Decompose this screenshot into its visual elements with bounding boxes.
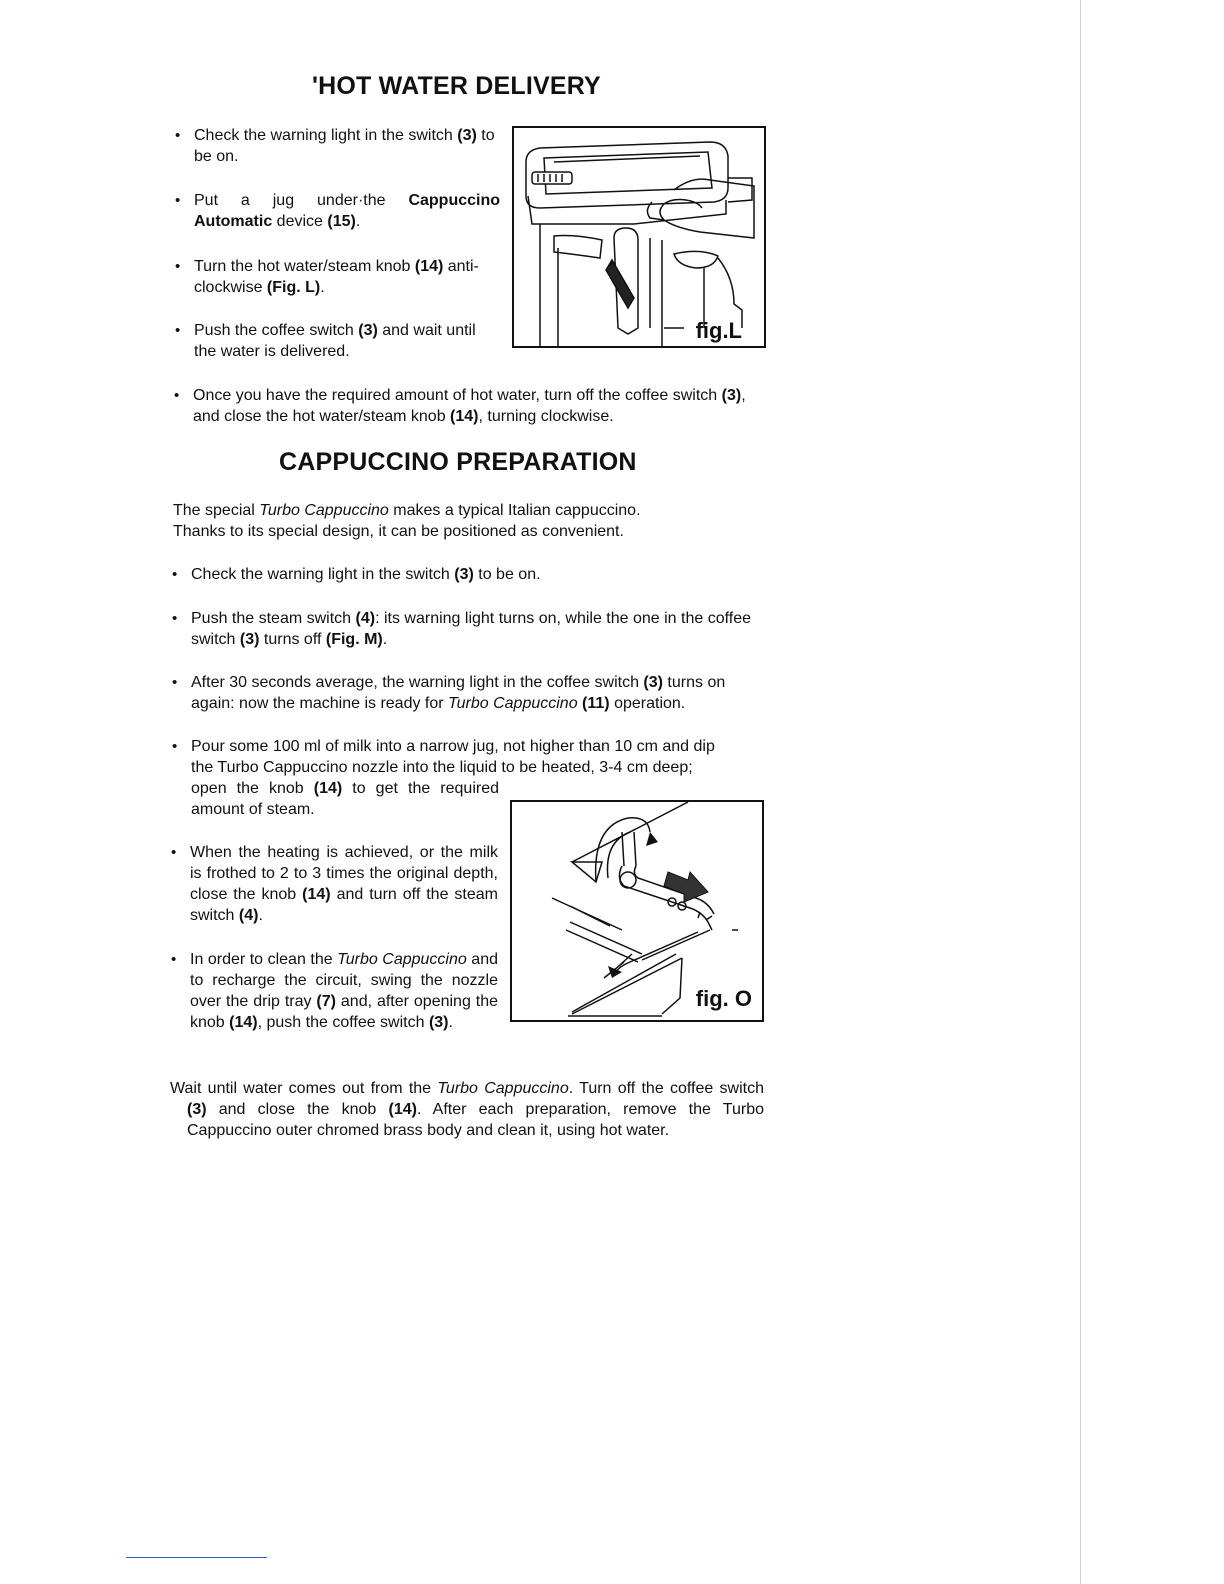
cappuccino-intro-line-1: The special Turbo Cappuccino makes a typical Italian cappuccino. [173,502,641,519]
cappuccino-step-2: • Push the steam switch (4): its warning light turns on, while the one in the coffee switch (3) turns off (Fig. M). [191,608,765,650]
hot-water-step-1: • Check the warning light in the switch (3) to be on. [194,125,500,167]
cappuccino-step-4-rest: open the knob (14) to get the required amount of steam. [191,780,500,818]
cappuccino-step-5: • When the heating is achieved, or the milk is frothed to 2 to 3 times the original depth, close the knob (14) and turn off the steam switch (4). [190,842,498,926]
hot-water-step-5: • Once you have the required amount of hot water, turn off the coffee switch (3), and close the hot water/steam knob (14), turning clockwise. [193,385,767,427]
page-edge-line [1080,0,1081,1584]
cappuccino-step-4-line-1: • Pour some 100 ml of milk into a narrow jug, not higher than 10 cm and dip [191,738,715,755]
figure-o-label: fig. O [695,986,752,1011]
cappuccino-step-4-line-2: the Turbo Cappuccino nozzle into the liquid to be heated, 3-4 cm deep; [191,759,693,776]
figure-l [512,126,766,348]
hot-water-step-4: • Push the coffee switch (3) and wait until the water is delivered. [194,320,500,362]
cappuccino-closing [170,1078,764,1141]
hot-water-heading: 'HOT WATER DELIVERY [312,72,601,100]
figure-l-label: fig.L [695,318,742,343]
footer-rule [126,1557,267,1558]
hot-water-step-3: • Turn the hot water/steam knob (14) anti-clockwise (Fig. L). [194,256,500,298]
figure-o [510,800,764,1022]
cappuccino-step-1: • Check the warning light in the switch (3) to be on. [191,564,765,585]
cappuccino-closing-text: Wait until water comes out from the Turbo Cappuccino. Turn off the coffee switch (3) and close the knob (14). After each preparation, remove the Turbo Cappuccino outer chromed brass body and clean it, using hot water. [170,1080,764,1139]
hot-water-step-2: • Put a jug under·the Cappuccino Automatic device (15). [194,190,500,232]
cappuccino-step-6: • In order to clean the Turbo Cappuccino and to recharge the circuit, swing the nozzle over the drip tray (7) and, after opening the knob (14), push the coffee switch (3). [190,949,498,1033]
cappuccino-intro-line-2: Thanks to its special design, it can be positioned as convenient. [173,523,624,540]
cappuccino-intro [173,500,773,542]
cappuccino-heading: CAPPUCCINO PREPARATION [279,448,637,476]
coffee-machine-illustration [514,128,766,348]
cappuccino-step-3: • After 30 seconds average, the warning light in the coffee switch (3) turns on again: now the machine is ready for Turbo Cappuccino (11) operation. [191,672,765,714]
